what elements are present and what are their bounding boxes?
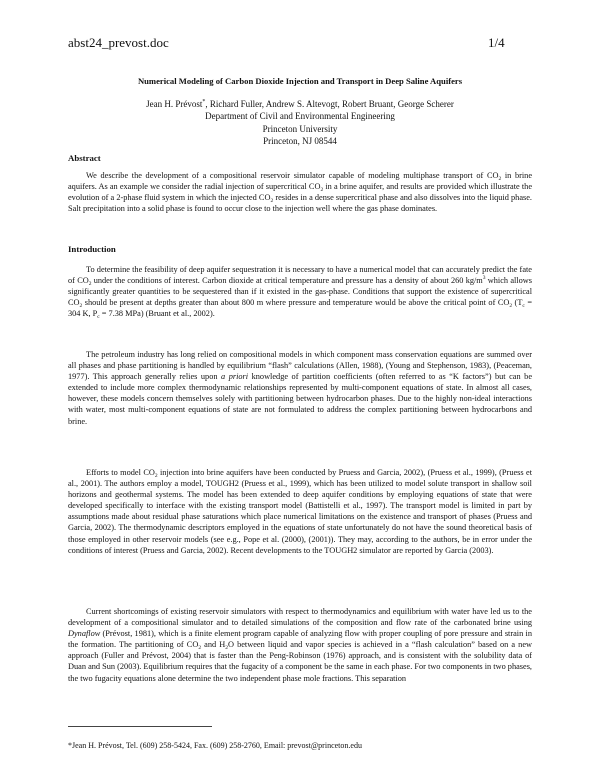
section-heading-abstract: Abstract	[68, 153, 101, 163]
header-filename: abst24_prevost.doc	[68, 35, 169, 50]
intro-paragraph-1: To determine the feasibility of deep aquifer sequestration it is necessary to have a numerical model that can accurately predict the fate of $CO_2$ under the conditions of interest. Carbon dioxide at critical temperature and pressure has a density of about 260 $kg/m^3$ which allows significantly greater quantities to be sequestered than if it existed in the gas-phase. Conditions that support the existence of supercritical $CO_2$ should be present at depths greater than about 800 m where pressure and temperature would be above the critical point of $CO_2$ ($T_c = 304$ K, $P_c = 7.38$ MPa) (Bruant et al., 2002).	[68, 265, 533, 321]
author-contact-footnote: *Jean H. Prévost, Tel. (609) 258-5424, Fax. (609) 258-2760, Email: prevost@princeton.edu	[68, 741, 362, 750]
section-heading-introduction: Introduction	[68, 244, 116, 254]
affiliation-address: Princeton, NJ 08544	[263, 135, 337, 146]
intro-paragraph-3: Efforts to model $CO_2$ injection into brine aquifers have been conducted by Pruess and Garcia, 2002), (Pruess et al., 1999), (Pruess et al., 2001). The authors employ a model, TOUGH2 (Pruess et al., 1999), which has been utilized to model solute transport in shallow soil horizons and geothermal systems. The model has been extended to deep aquifer conditions by employing equations of state that were developed specifically to interface with the existing transport model (Battistelli et al., 1997). The transport model is limited in part by assumptions made about residual phase saturations which place numerical limitations on the existence and transport of phases (Pruess and Garcia, 2002). The thermodynamic descriptors employed in the equations of state unfortunately do not have the sound theoretical basis of those employed in other reservoir models (see e.g., Pope et al. (2000), (2001)). They may, according to the authors, be in error under the conditions of interest (Pruess and Garcia, 2002). Recent developments to the TOUGH2 simulator are reported by Garcia (2003).	[68, 468, 532, 555]
header-page-number: 1/4	[488, 35, 505, 50]
author-footnote-mark: *	[202, 99, 206, 105]
intro-paragraph-2: The petroleum industry has long relied on compositional models in which component mass conservation equations are summed over all phases and phase partitioning is handled by equilibrium “flash” calculations (Allen, 1988), (Young and Stephenson, 1983), (Peaceman, 1977). This approach generally relies upon a priori knowledge of partition coefficients (often referred to as “K factors”) but can be extended to include more complex thermodynamic relationships represented by multi-component equations of state. In almost all cases, however, these models concern themselves solely with partitioning between hydrocarbon phases. Due to the highly non-ideal interactions with water, most multi-component equations of state are not formulated to address the complex partitioning between hydrocarbons and brine.	[68, 350, 532, 426]
author-others: , Richard Fuller, Andrew S. Altevogt, Robert Bruant, George Scherer	[205, 99, 454, 109]
affiliation-university: Princeton University	[262, 123, 338, 134]
intro-paragraph-4: Current shortcomings of existing reservoir simulators with respect to thermodynamics and equilibrium with water have led us to the development of a compositional simulator and to detailed simulations of the composition and flow rate of the carbonated brine using Dynaflow (Prévost, 1981), which is a finite element program capable of analyzing flow with proper coupling of pore pressure and strain in the formation. The partitioning of $CO_2$ and $H_2O$ between liquid and vapor species is achieved in a “flash calculation” based on a new approach (Fuller and Prévost, 2004) that is faster than the Peng-Robinson (1976) approach, and is consistent with the solubility data of Duan and Sun (2003). Equilibrium requires that the fugacity of a component be the same in each phase. For two components in two phases, the two fugacity equations alone determine the two independent phase mole fractions. This separation	[68, 607, 532, 683]
paper-title: Numerical Modeling of Carbon Dioxide Injection and Transport in Deep Saline Aquifers	[137, 76, 463, 86]
footnote-divider	[68, 726, 212, 727]
author-first: Jean H. Prévost	[146, 99, 203, 109]
author-names	[146, 99, 454, 109]
affiliation-department: Department of Civil and Environmental Engineering	[205, 111, 395, 122]
abstract-paragraph: We describe the development of a compositional reservoir simulator capable of modeling multiphase transport of $CO_2$ in brine aquifers. As an example we consider the radial injection of supercritical $CO_2$ in a brine aquifer, and results are provided which illustrate the evolution of a 2-phase fluid system in which the injected $CO_2$ resides in a dense supercritical phase and also dissolves into the liquid phase. Salt precipitation into a solid phase is found to occur close to the injection well where the gas phase dominates.	[68, 171, 533, 214]
author-block	[68, 96, 532, 147]
